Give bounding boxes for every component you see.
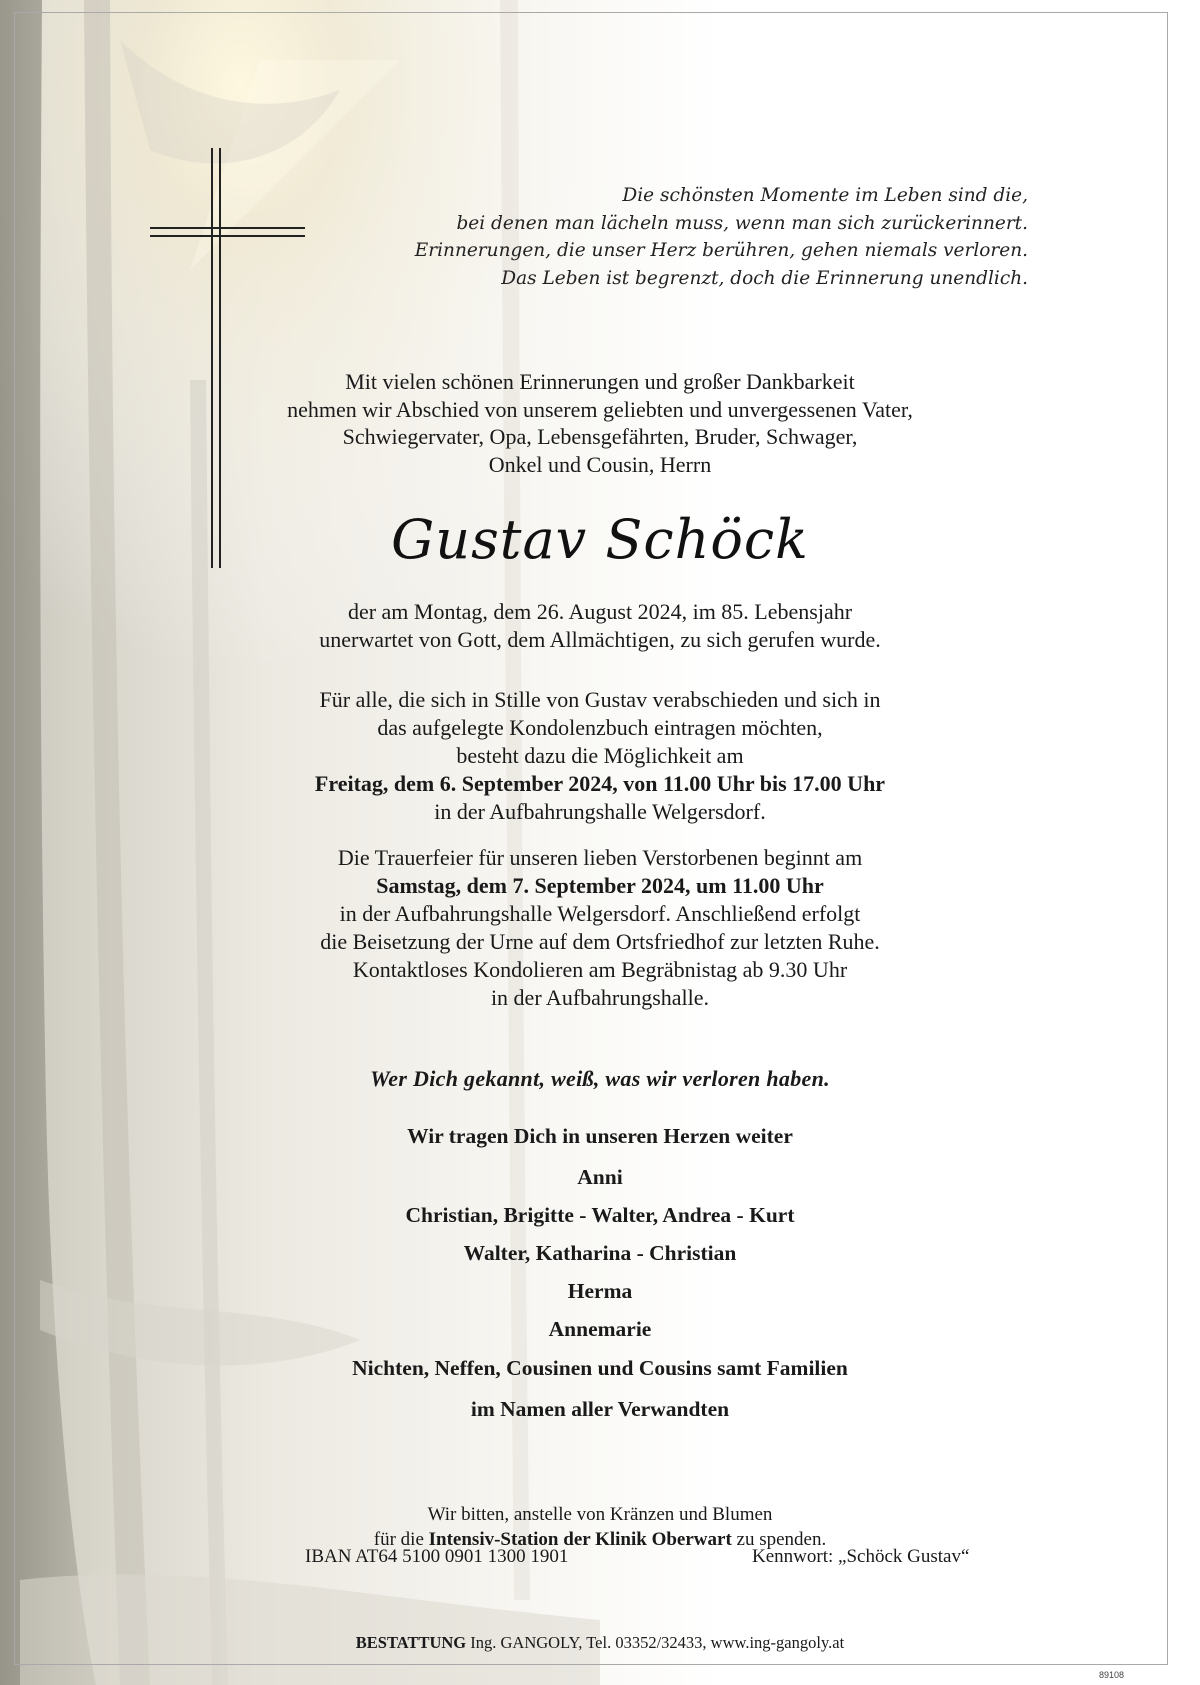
quote-line: Die schönsten Momente im Leben sind die, xyxy=(622,185,1028,206)
donation-keyword: Kennwort: „Schöck Gustav“ xyxy=(752,1546,970,1567)
viewing-line: besteht dazu die Möglichkeit am xyxy=(456,743,744,768)
intro-line: Onkel und Cousin, Herrn xyxy=(488,451,712,477)
mourner-name: Herma xyxy=(567,1279,633,1303)
mourner-name: Anni xyxy=(577,1165,623,1189)
service-line: in der Aufbahrungshalle. xyxy=(490,985,710,1010)
donation-recipient: Intensiv-Station der Klinik Oberwart xyxy=(428,1529,732,1550)
viewing-location: in der Aufbahrungshalle Welgersdorf. xyxy=(434,799,766,824)
intro-text xyxy=(0,368,1200,478)
iban-number: IBAN AT64 5100 0901 1300 1901 xyxy=(305,1546,569,1567)
viewing-info xyxy=(0,686,1200,826)
death-line: der am Montag, dem 26. August 2024, im 85. Lebensjahr xyxy=(347,599,853,624)
intro-line: Mit vielen schönen Erinnerungen und großer Dankbarkeit xyxy=(345,369,855,394)
motto: Wer Dich gekannt, weiß, was wir verloren haben. xyxy=(370,1066,830,1091)
viewing-line: das aufgelegte Kondolenzbuch eintragen möchten, xyxy=(377,715,823,740)
service-intro: Die Trauerfeier für unseren lieben Verstorbenen beginnt am xyxy=(337,845,863,870)
donation-text: für die xyxy=(373,1529,429,1550)
funeral-service-info xyxy=(0,844,1200,1012)
funeral-home-contact: Ing. GANGOLY, Tel. 03352/32433, www.ing-gangoly.at xyxy=(466,1633,845,1652)
mourner-name: Christian, Brigitte - Walter, Andrea - Kurt xyxy=(405,1203,795,1227)
print-code: 89108 xyxy=(1099,1670,1125,1680)
service-line: Kontaktloses Kondolieren am Begräbnistag ab 9.30 Uhr xyxy=(352,957,848,982)
service-date: Samstag, dem 7. September 2024, um 11.00 Uhr xyxy=(376,873,824,898)
mourner-name: Nichten, Neffen, Cousinen und Cousins samt Familien xyxy=(352,1356,848,1380)
poem-quote xyxy=(268,182,1028,292)
service-line: in der Aufbahrungshalle Welgersdorf. Anschließend erfolgt xyxy=(339,901,861,926)
mourner-name: im Namen aller Verwandten xyxy=(470,1397,730,1421)
funeral-home-footer xyxy=(0,1633,1200,1653)
service-line: die Beisetzung der Urne auf dem Ortsfriedhof zur letzten Ruhe. xyxy=(320,929,880,954)
viewing-line: Für alle, die sich in Stille von Gustav verabschieden und sich in xyxy=(319,687,881,712)
deceased-name: Gustav Schöck xyxy=(391,508,809,571)
donation-text: zu spenden. xyxy=(731,1529,827,1550)
intro-line: Schwiegervater, Opa, Lebensgefährten, Bruder, Schwager, xyxy=(342,424,858,449)
funeral-home-label: BESTATTUNG xyxy=(355,1633,467,1652)
death-announcement xyxy=(0,598,1200,654)
quote-line: Erinnerungen, die unser Herz berühren, gehen niemals verloren. xyxy=(414,240,1028,261)
viewing-date: Freitag, dem 6. September 2024, von 11.00 Uhr bis 17.00 Uhr xyxy=(314,771,886,796)
mourner-name: Annemarie xyxy=(548,1317,652,1341)
quote-line: Das Leben ist begrenzt, doch die Erinnerung unendlich. xyxy=(501,267,1028,289)
death-line: unerwartet von Gott, dem Allmächtigen, zu sich gerufen wurde. xyxy=(319,627,881,652)
mourner-name: Walter, Katharina - Christian xyxy=(463,1241,737,1265)
quote-line: bei denen man lächeln muss, wenn man sich zurückerinnert. xyxy=(456,212,1028,234)
intro-line: nehmen wir Abschied von unserem geliebten und unvergessenen Vater, xyxy=(287,396,913,422)
donation-request xyxy=(0,1502,1200,1552)
mourners-heading: Wir tragen Dich in unseren Herzen weiter xyxy=(407,1124,793,1148)
donation-line xyxy=(0,1527,1200,1552)
donation-line: Wir bitten, anstelle von Kränzen und Blumen xyxy=(427,1504,773,1525)
